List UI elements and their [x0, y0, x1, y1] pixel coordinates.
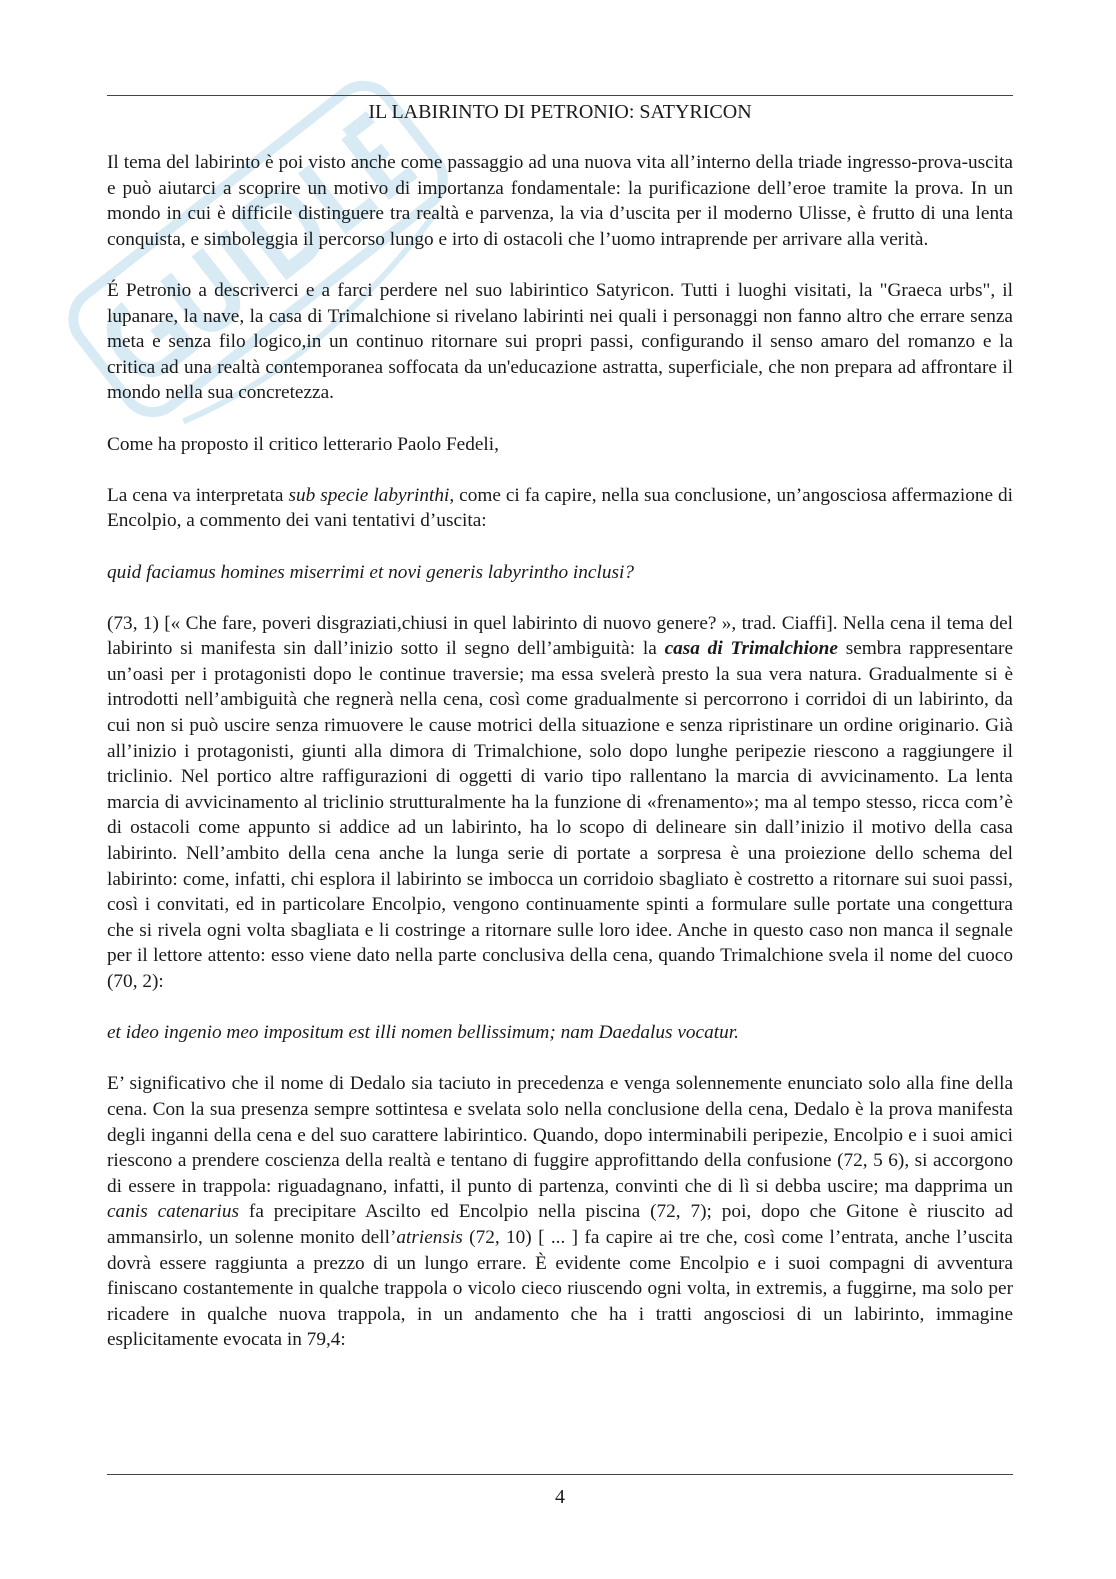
paragraph-5-bold-italic: casa di Trimalchione: [664, 638, 838, 660]
latin-quote-2: et ideo ingenio meo impositum est illi nomen bellissimum; nam Daedalus vocatur.: [107, 1022, 739, 1044]
document-body: [107, 150, 1013, 1379]
footer-rule: [107, 1474, 1013, 1475]
paragraph-6-italic-b: canis catenarius: [107, 1201, 239, 1223]
paragraph-6: [107, 1071, 1013, 1353]
header-rule: [107, 95, 1013, 96]
paragraph-2: É Petronio a descriverci e a farci perdere nel suo labirintico Satyricon. Tutti i luoghi visitati, la "Graeca urbs", il lupanare, la nave, la casa di Trimalchione si rivelano labirinti nei quali i personaggi non fanno altro che errare senza meta e senza filo logico,in un continuo ritornare sui propri passi, configurando il senso amaro del romanzo e la critica ad una realtà contemporanea soffocata da un'educazione astratta, superficiale, che non prepara ad affrontare il mondo nella sua concretezza.: [107, 279, 1013, 404]
paragraph-6-text-e: (72, 10) [ ... ] fa capire ai tre che, così come l’entrata, anche l’uscita dovrà essere raggiunta a prezzo di un lungo errare. È evidente come Encolpio e i suoi compagni di avventura finiscano costantemente in qualche trappola o vicolo cieco riuscendo ogni volta, in extremis, a fuggirne, ma solo per ricadere in qualche nuova trappola, in un andamento che ha i tratti angosciosi di un labirinto, immagine esplicitamente evocata in 79,4:: [107, 1226, 1013, 1351]
paragraph-6-text-a: E’ significativo che il nome di Dedalo sia taciuto in precedenza e venga solennemente enunciato solo alla fine della cena. Con la sua presenza sempre sottintesa e svelata solo nella conclusione della cena, Dedalo è la prova manifesta degli inganni della cena e del suo carattere labirintico. Quando, dopo interminabili peripezie, Encolpio e i suoi amici riescono a prendere coscienza della realtà e tentano di fuggire approfittando della confusione (72, 5 6), si accorgono di essere in trappola: riguadagnano, infatti, il punto di partenza, convinti che di lì si debba uscire; ma dapprima un: [107, 1073, 1013, 1197]
page-number: 4: [555, 1486, 565, 1508]
paragraph-1: Il tema del labirinto è poi visto anche come passaggio ad una nuova vita all’interno della triade ingresso-prova-uscita e può aiutarci a scoprire un motivo di importanza fondamentale: la purificazione dell’eroe tramite la prova. In un mondo in cui è difficile distinguere tra realtà e parvenza, la via d’uscita per il moderno Ulisse, è frutto di una lenta conquista, e simboleggia il percorso lungo e irto di ostacoli che l’uomo intraprende per arrivare alla verità.: [107, 152, 1013, 250]
paragraph-3: Come ha proposto il critico letterario Paolo Fedeli,: [107, 433, 499, 455]
paragraph-4-text-a: La cena va interpretata: [107, 484, 289, 506]
paragraph-5-text-a: (73, 1) [« Che fare, poveri disgraziati,chiusi in quel labirinto di nuovo genere? », trad. Ciaffi]. Nella cena il tema del labirinto si manifesta sin dall’inizio sotto il segno dell’ambiguità: la: [107, 612, 1013, 660]
paragraph-4-text-c: , come ci fa capire, nella sua conclusione, un’angosciosa affermazione di Encolpio, a commento dei vani tentativi d’uscita:: [107, 484, 1014, 532]
paragraph-5: [107, 611, 1013, 995]
paragraph-6-italic-d: atriensis: [396, 1226, 463, 1248]
paragraph-5-text-c: sembra rappresentare un’oasi per i protagonisti dopo le continue traversie; ma essa svelerà presto la sua vera natura. Gradualmente si è introdotti nell’ambiguità che regnerà nella cena, così come gradualmente si percorrono i corridoi di un labirinto, da cui non si può uscire senza rimuovere le cause motrici della situazione e senza ripristinare un ordine originario. Già all’inizio i protagonisti, giunti alla dimora di Trimalchione, solo dopo lunghe peripezie riescono a raggiungere il triclinio. Nel portico altre raffigurazioni di oggetti di vario tipo rallentano la marcia di avvicinamento. La lenta marcia di avvicinamento al triclinio strutturalmente ha la funzione di «frenamento»; ma al tempo stesso, ricca com’è di ostacoli come appunto si addice ad un labirinto, ha lo scopo di delineare sin dall’inizio il motivo della casa labirinto. Nell’ambito della cena anche la lunga serie di portate a sorpresa è una proiezione dello schema del labirinto: come, infatti, chi esplora il labirinto se imbocca un corridoio sbagliato è costretto a ritornare sui suoi passi, così i convitati, ed in particolare Encolpio, vengono continuamente spinti a formulare sulle portate una congettura che si rivela ogni volta sbagliata e li costringe a ritornare sulle loro idee. Anche in questo caso non manca il segnale per il lettore attento: esso viene dato nella parte conclusiva della cena, quando Trimalchione svela il nome del cuoco (70, 2):: [107, 638, 1014, 992]
paragraph-4-italic: sub specie labyrinthi: [288, 484, 450, 506]
page-title: IL LABIRINTO DI PETRONIO: SATYRICON: [368, 101, 752, 123]
paragraph-4: [107, 483, 1013, 534]
latin-quote-1: quid faciamus homines miserrimi et novi generis labyrintho inclusi?: [107, 561, 634, 583]
paragraph-6-text-c: fa precipitare Ascilto ed Encolpio nella piscina (72, 7); poi, dopo che Gitone è riuscito ad ammansirlo, un solenne monito dell’: [107, 1201, 1013, 1248]
